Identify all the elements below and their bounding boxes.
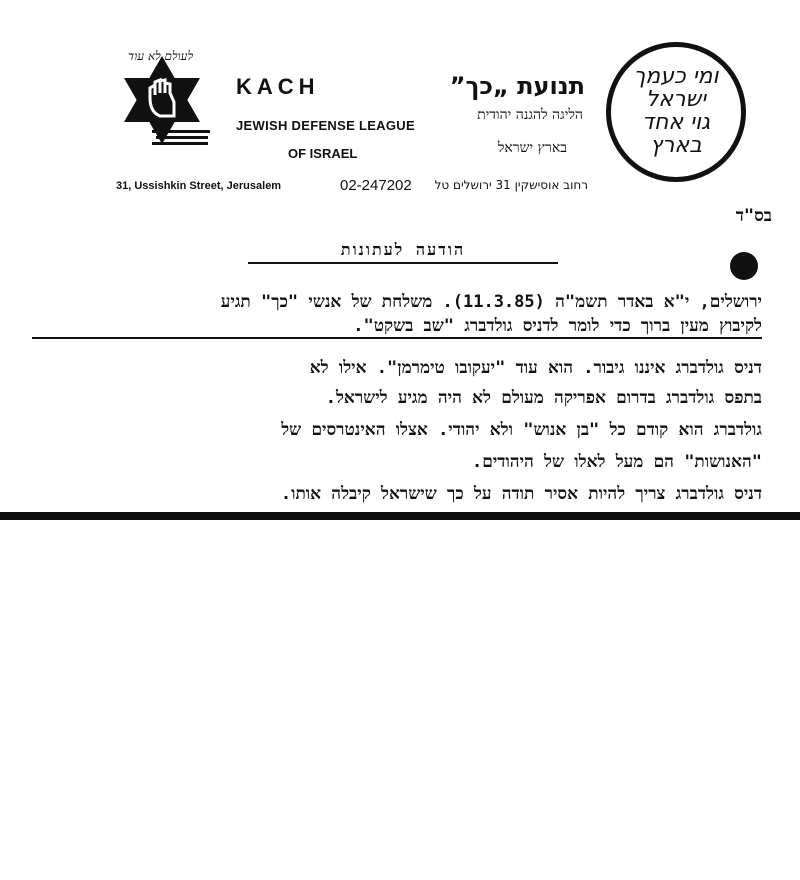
body-line: דניס גולדברג צריך להיות אסיר תודה על כך שישראל קיבלה אותו. xyxy=(280,484,762,504)
body-line: גולדברג הוא קודם כל "בן אנוש" ולא יהודי. אצלו האינטרסים של xyxy=(281,420,762,440)
body-line: "האנושות" הם מעל לאלו של היהודים. xyxy=(471,452,762,472)
star-of-david-fist-logo xyxy=(112,50,220,162)
body-line: לקיבוץ מעין ברוך כדי לומר לדניס גולדברג "שב בשקט". xyxy=(32,316,762,339)
org-name-en: KACH xyxy=(236,74,320,99)
seal-line: ישראל xyxy=(645,87,707,112)
body-line: דניס גולדברג איננו גיבור. הוא עוד "יעקובו טימרמן". אילו לא xyxy=(309,358,762,378)
org-subtitle-en-1: JEWISH DEFENSE LEAGUE xyxy=(236,118,415,133)
body-line: ירושלים, י"א באדר תשמ"ה (11.3.85). משלחת של אנשי "כך" תגיע xyxy=(220,292,762,312)
seal-line: ומי כעמך xyxy=(633,64,719,89)
seal-line: בארץ xyxy=(650,133,702,158)
phone-number: 02-247202 xyxy=(340,177,412,194)
press-release-heading: הודעה לעתונות xyxy=(248,240,558,264)
seal-line: גוי אחד xyxy=(641,110,711,135)
circular-seal xyxy=(606,42,746,182)
org-subtitle-en-2: OF ISRAEL xyxy=(288,146,358,161)
logo-motto: לעולם לא עוד xyxy=(128,49,194,63)
org-name-he: תנועת „כך” xyxy=(449,72,585,100)
body-line: בתפס גולדברג בדרום אפריקה מעולם לא היה מגיע לישראל. xyxy=(325,388,762,408)
punch-hole-dot xyxy=(730,252,758,280)
address-en: 31, Ussishkin Street, Jerusalem xyxy=(116,180,282,192)
page-crop-edge xyxy=(0,512,800,520)
org-subtitle-he-1: הליגה להגנה יהודית xyxy=(477,107,583,123)
header-besd: בס"ד xyxy=(735,206,772,226)
address-he: רחוב אוסישקין 31 ירושלים טל xyxy=(434,178,588,192)
org-subtitle-he-2: בארץ ישראל xyxy=(497,140,567,156)
